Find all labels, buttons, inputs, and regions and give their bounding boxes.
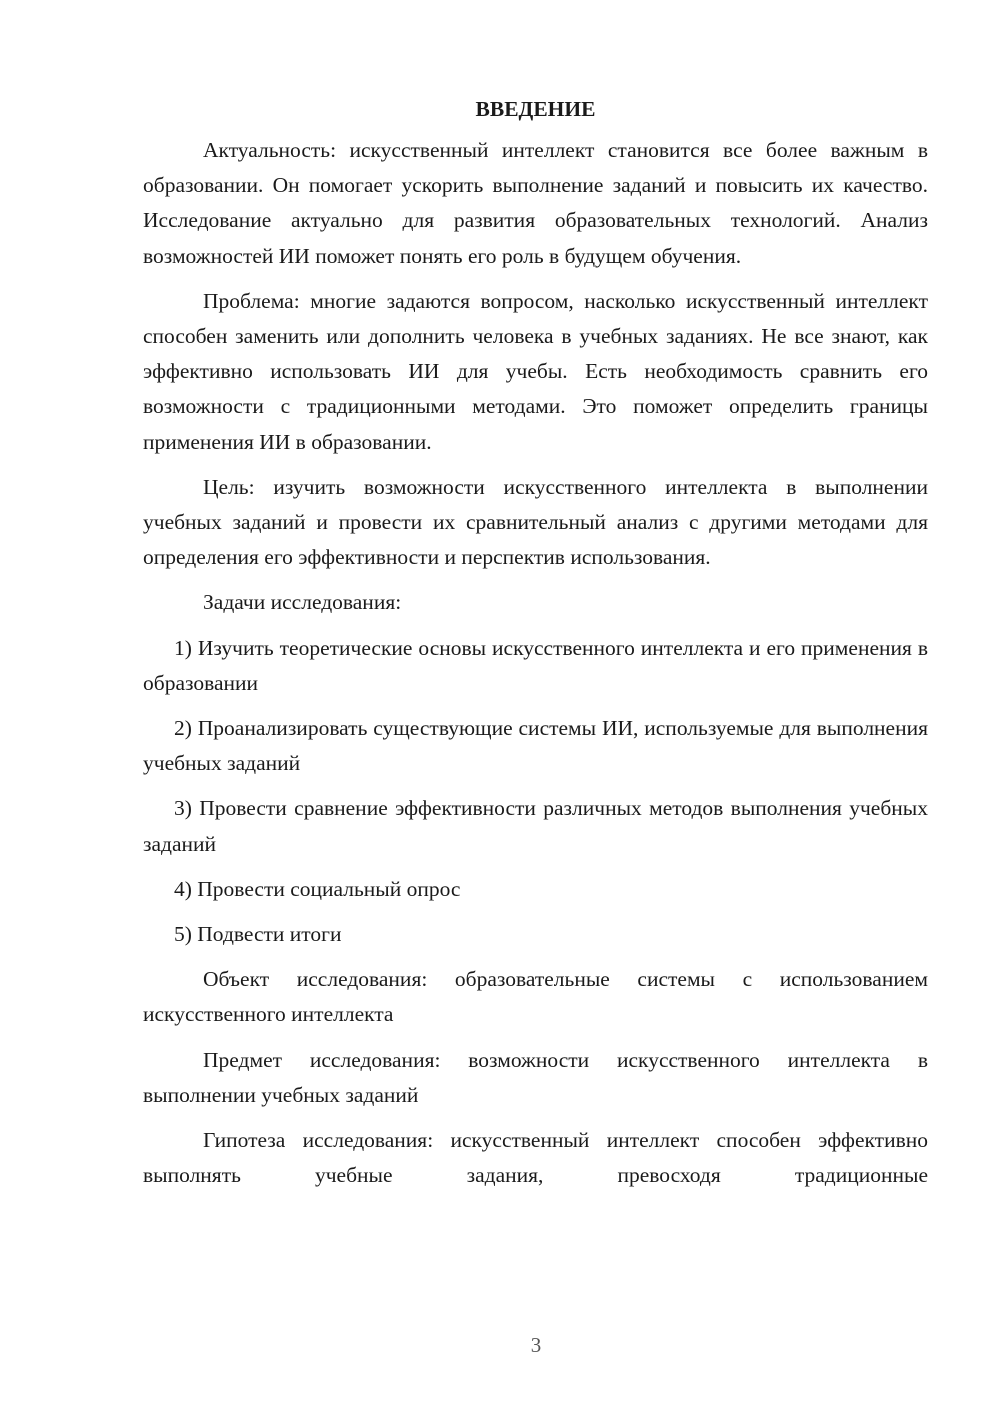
paragraph-goal: Цель: изучить возможности искусственного интеллекта в выполнении учебных заданий и провести их сравнительный анализ с другими методами для определения его эффективности и перспектив использования.: [143, 474, 928, 570]
tasks-heading: Задачи исследования:: [203, 590, 402, 615]
paragraph-relevance: Актуальность: искусственный интеллект становится все более важным в образовании. Он помогает ускорить выполнение заданий и повысить их качество. Исследование актуально для развития образовательных технологий. Анализ возможностей ИИ поможет понять его роль в будущем обучения.: [143, 138, 928, 268]
paragraph-object: Объект исследования: образовательные системы с использованием искусственного интеллекта: [143, 967, 928, 1027]
paragraph-hypothesis: Гипотеза исследования: искусственный интеллект способен эффективно выполнять учебные задания, превосходя традиционные: [143, 1128, 928, 1188]
task-item-4: 4) Провести социальный опрос: [174, 876, 461, 901]
task-item-3: 3) Провести сравнение эффективности различных методов выполнения учебных заданий: [143, 796, 928, 856]
paragraph-problem: Проблема: многие задаются вопросом, насколько искусственный интеллект способен заменить или дополнить человека в учебных заданиях. Не все знают, как эффективно использовать ИИ для учебы. Есть необходимость сравнить его возможности с традиционными методами. Это поможет определить границы применения ИИ в образовании.: [143, 288, 928, 454]
document-page: [143, 92, 928, 1193]
paragraph-subject: Предмет исследования: возможности искусственного интеллекта в выполнении учебных заданий: [143, 1047, 928, 1107]
task-item-5: 5) Подвести итоги: [174, 922, 342, 947]
section-title: ВВЕДЕНИЕ: [475, 97, 596, 121]
task-item-2: 2) Проанализировать существующие системы ИИ, используемые для выполнения учебных заданий: [143, 716, 928, 776]
task-item-1: 1) Изучить теоретические основы искусственного интеллекта и его применения в образовании: [143, 635, 928, 695]
page-number: 3: [530, 1333, 542, 1357]
